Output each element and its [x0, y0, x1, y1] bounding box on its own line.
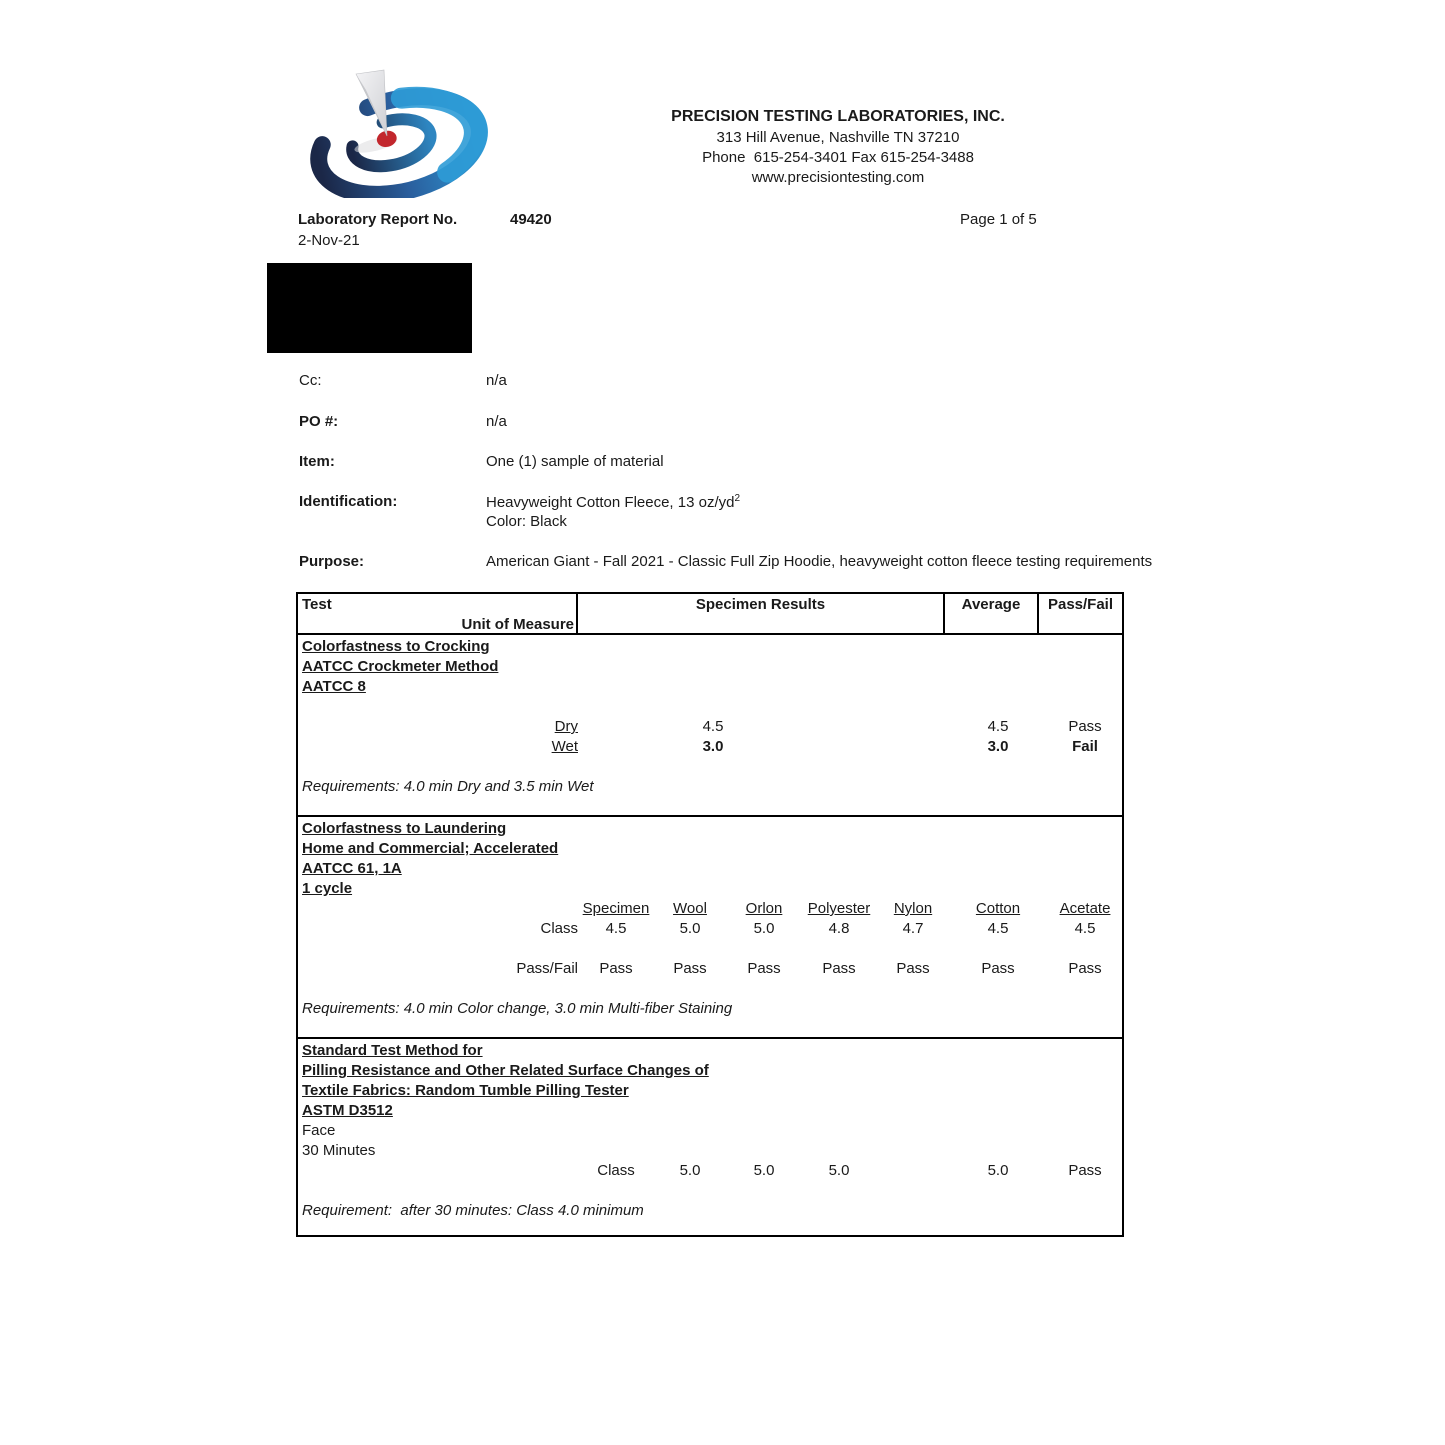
section-laundering [298, 815, 1122, 1037]
laundering-cycle-line: 1 cycle [302, 880, 353, 897]
class-specimen-value: 4.5 [605, 920, 627, 937]
identification-text: Heavyweight Cotton Fleece, 13 oz/yd [486, 494, 735, 511]
class-acetate-value: 4.5 [1074, 920, 1096, 937]
company-address: 313 Hill Avenue, Nashville TN 37210 [716, 129, 960, 146]
passfail-nylon-value: Pass [896, 960, 930, 977]
pilling-title-line-3: Textile Fabrics: Random Tumble Pilling Tester [302, 1082, 629, 1099]
dry-average-value: 4.5 [987, 718, 1009, 735]
fiber-header-acetate: Acetate [1059, 900, 1111, 917]
fiber-header-wool: Wool [673, 900, 707, 917]
report-number-label: Laboratory Report No. [298, 211, 458, 228]
laundering-requirements: Requirements: 4.0 min Color change, 3.0 min Multi-fiber Staining [302, 1000, 733, 1017]
company-name: PRECISION TESTING LABORATORIES, INC. [671, 108, 1005, 125]
report-number-value: 49420 [510, 211, 552, 228]
wet-passfail-value: Fail [1072, 738, 1098, 755]
wet-label: Wet [551, 738, 578, 755]
laundering-title-line: Colorfastness to Laundering [302, 820, 507, 837]
fiber-header-cotton: Cotton [975, 900, 1021, 917]
target-logo [300, 68, 500, 198]
table-header-row [298, 594, 1122, 635]
po-label: PO #: [299, 413, 339, 430]
target-logo-icon [300, 68, 500, 198]
class-orlon-value: 5.0 [753, 920, 775, 937]
item-value: One (1) sample of material [486, 453, 664, 470]
identification-label: Identification: [299, 493, 398, 510]
company-header [548, 106, 1128, 188]
table-header-specimen-results: Specimen Results [578, 594, 945, 633]
class-cotton-value: 4.5 [987, 920, 1009, 937]
pilling-passfail-value: Pass [1068, 1162, 1102, 1179]
crocking-wet-row [298, 737, 1122, 757]
laundering-subtitle-line: Home and Commercial; Accelerated [302, 840, 559, 857]
pilling-duration-line: 30 Minutes [302, 1142, 376, 1159]
laundering-class-row [298, 919, 1122, 939]
dry-passfail-value: Pass [1068, 718, 1102, 735]
fiber-header-specimen: Specimen [582, 900, 650, 917]
pilling-value-3: 5.0 [828, 1162, 850, 1179]
fiber-header-nylon: Nylon [893, 900, 933, 917]
pilling-standard-line: ASTM D3512 [302, 1102, 393, 1119]
page-indicator: Page 1 of 5 [960, 211, 1037, 228]
item-label: Item: [299, 453, 335, 470]
class-nylon-value: 4.7 [902, 920, 924, 937]
laundering-standard-line: AATCC 61, 1A [302, 860, 402, 877]
table-header-pass-fail: Pass/Fail [1047, 596, 1114, 613]
dry-label: Dry [554, 718, 578, 735]
table-header-unit-of-measure: Unit of Measure [461, 616, 574, 633]
company-phone-fax: Phone 615-254-3401 Fax 615-254-3488 [702, 149, 974, 166]
cc-value: n/a [486, 372, 507, 389]
purpose-label: Purpose: [299, 553, 365, 570]
laundering-passfail-row [298, 959, 1122, 979]
section-crocking [298, 635, 1122, 815]
dry-specimen-value: 4.5 [702, 718, 724, 735]
laundering-passfail-label: Pass/Fail [516, 960, 578, 977]
class-polyester-value: 4.8 [828, 920, 850, 937]
results-table [296, 592, 1124, 1237]
crocking-title-line: Colorfastness to Crocking [302, 638, 490, 655]
wet-specimen-value: 3.0 [702, 738, 724, 755]
crocking-method-line: AATCC Crockmeter Method [302, 658, 499, 675]
pilling-class-label: Class [597, 1162, 635, 1179]
fiber-header-orlon: Orlon [745, 900, 783, 917]
passfail-polyester-value: Pass [822, 960, 856, 977]
pilling-class-row [298, 1161, 1122, 1181]
redacted-recipient-block [267, 263, 472, 353]
pilling-requirement: Requirement: after 30 minutes: Class 4.0 minimum [302, 1202, 644, 1219]
pilling-average-value: 5.0 [987, 1162, 1009, 1179]
table-header-average: Average [945, 594, 1039, 633]
po-value: n/a [486, 413, 507, 430]
identification-color: Color: Black [486, 513, 567, 530]
wet-average-value: 3.0 [987, 738, 1009, 755]
pilling-title-line-2: Pilling Resistance and Other Related Surface Changes of [302, 1062, 709, 1079]
pilling-face-line: Face [302, 1122, 336, 1139]
passfail-cotton-value: Pass [981, 960, 1015, 977]
table-header-test: Test [302, 596, 332, 613]
table-header-test-cell [298, 594, 578, 633]
cc-label: Cc: [299, 372, 322, 389]
report-date: 2-Nov-21 [298, 232, 360, 249]
fiber-header-row [298, 899, 1122, 919]
pilling-title-line-1: Standard Test Method for [302, 1042, 483, 1059]
identification-value [486, 493, 740, 511]
crocking-requirements: Requirements: 4.0 min Dry and 3.5 min Wet [302, 778, 594, 795]
passfail-wool-value: Pass [673, 960, 707, 977]
laundering-class-label: Class [540, 920, 578, 937]
identification-superscript: 2 [734, 493, 741, 504]
class-wool-value: 5.0 [679, 920, 701, 937]
passfail-orlon-value: Pass [747, 960, 781, 977]
pilling-value-1: 5.0 [679, 1162, 701, 1179]
company-website: www.precisiontesting.com [751, 169, 925, 186]
crocking-standard-line: AATCC 8 [302, 678, 366, 695]
crocking-dry-row [298, 717, 1122, 737]
passfail-acetate-value: Pass [1068, 960, 1102, 977]
section-pilling [298, 1037, 1122, 1237]
passfail-specimen-value: Pass [599, 960, 633, 977]
pilling-value-2: 5.0 [753, 1162, 775, 1179]
fiber-header-polyester: Polyester [807, 900, 871, 917]
purpose-value: American Giant - Fall 2021 - Classic Full Zip Hoodie, heavyweight cotton fleece testing requirements [486, 553, 1153, 570]
